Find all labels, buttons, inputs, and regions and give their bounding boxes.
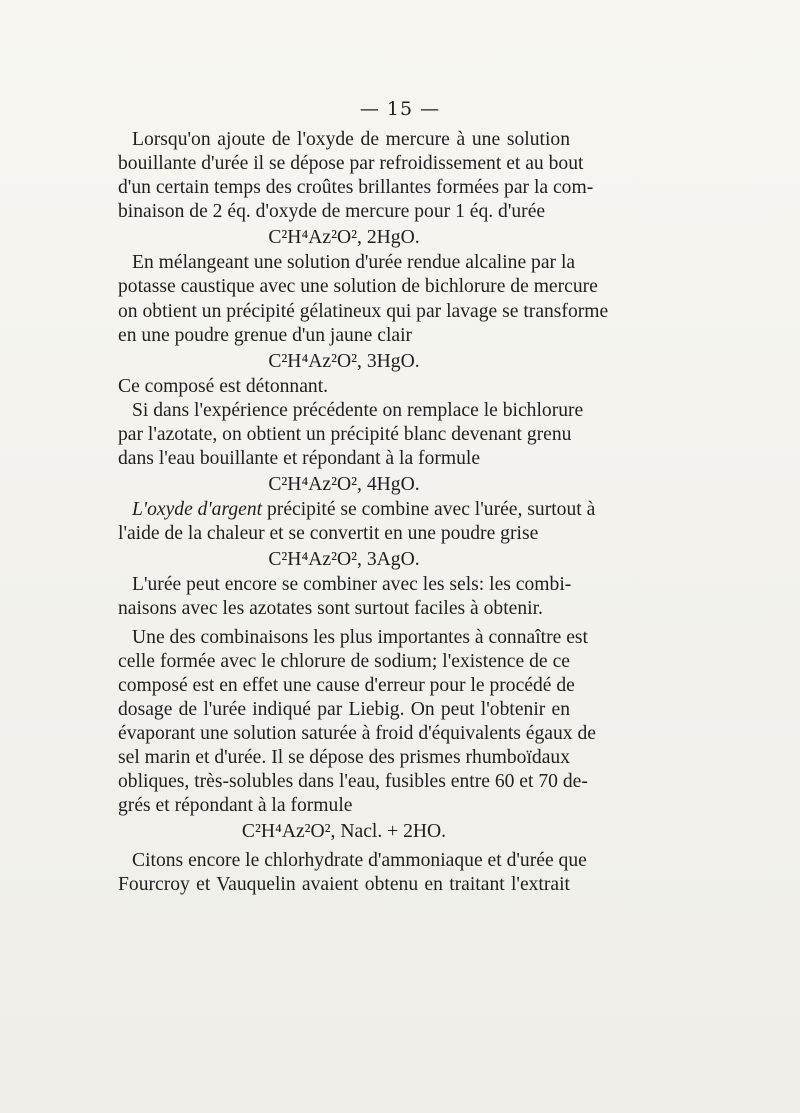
text-line: Fourcroy et Vauquelin avaient obtenu en traitant l'extrait xyxy=(118,874,570,896)
chemical-formula: C²H⁴Az²O², 3HgO. xyxy=(268,350,420,372)
italic-term: L'oxyde d'argent xyxy=(132,499,263,521)
text-line: grés et répondant à la formule xyxy=(118,795,353,817)
text-line: Ce composé est détonnant. xyxy=(118,375,329,397)
text-line: L'urée peut encore se combiner avec les sels: les combi- xyxy=(132,574,572,596)
text-line: Une des combinaisons les plus importantes à connaître est xyxy=(132,626,588,648)
text-line: en une poudre grenue d'un jaune clair xyxy=(118,324,413,346)
text-fragment: précipité se combine avec l'urée, surtout à xyxy=(262,499,596,521)
text-line: l'aide de la chaleur et se convertit en une poudre grise xyxy=(118,523,539,545)
text-line: d'un certain temps des croûtes brillantes formées par la com- xyxy=(118,177,594,199)
text-line: naisons avec les azotates sont surtout faciles à obtenir. xyxy=(118,598,543,620)
chemical-formula: C²H⁴Az²O², 2HgO. xyxy=(268,227,420,249)
chemical-formula: C²H⁴Az²O², Nacl. + 2HO. xyxy=(241,821,447,843)
text-line: dosage de l'urée indiqué par Liebig. On peut l'obtenir en xyxy=(118,698,570,720)
page-number: — 15 — xyxy=(359,98,441,120)
text-line: dans l'eau bouillante et répondant à la formule xyxy=(118,448,481,470)
text-line: évaporant une solution saturée à froid d'équivalents égaux de xyxy=(118,722,596,744)
text-line xyxy=(118,498,596,522)
text-line: En mélangeant une solution d'urée rendue alcaline par la xyxy=(132,252,576,274)
body-text xyxy=(118,128,609,897)
text-line: Lorsqu'on ajoute de l'oxyde de mercure à une solution xyxy=(132,129,570,150)
chemical-formula: C²H⁴Az²O², 3AgO. xyxy=(268,549,420,571)
text-line: Citons encore le chlorhydrate d'ammoniaque et d'urée que xyxy=(132,850,587,872)
text-line: par l'azotate, on obtient un précipité blanc devenant grenu xyxy=(118,423,572,445)
text-line: bouillante d'urée il se dépose par refroidissement et au bout xyxy=(118,153,584,175)
text-line: on obtient un précipité gélatineux qui par lavage se transforme xyxy=(118,300,609,322)
text-line: potasse caustique avec une solution de bichlorure de mercure xyxy=(118,276,598,298)
text-line: Si dans l'expérience précédente on remplace le bichlorure xyxy=(132,399,584,421)
text-line: composé est en effet une cause d'erreur pour le procédé de xyxy=(118,674,575,696)
text-line: sel marin et d'urée. Il se dépose des prismes rhumboïdaux xyxy=(118,746,570,768)
text-line: binaison de 2 éq. d'oxyde de mercure pour 1 éq. d'urée xyxy=(118,201,546,223)
chemical-formula: C²H⁴Az²O², 4HgO. xyxy=(268,474,420,496)
text-line: celle formée avec le chlorure de sodium; l'existence de ce xyxy=(118,650,570,672)
text-line: obliques, très-solubles dans l'eau, fusibles entre 60 et 70 de- xyxy=(118,771,588,793)
